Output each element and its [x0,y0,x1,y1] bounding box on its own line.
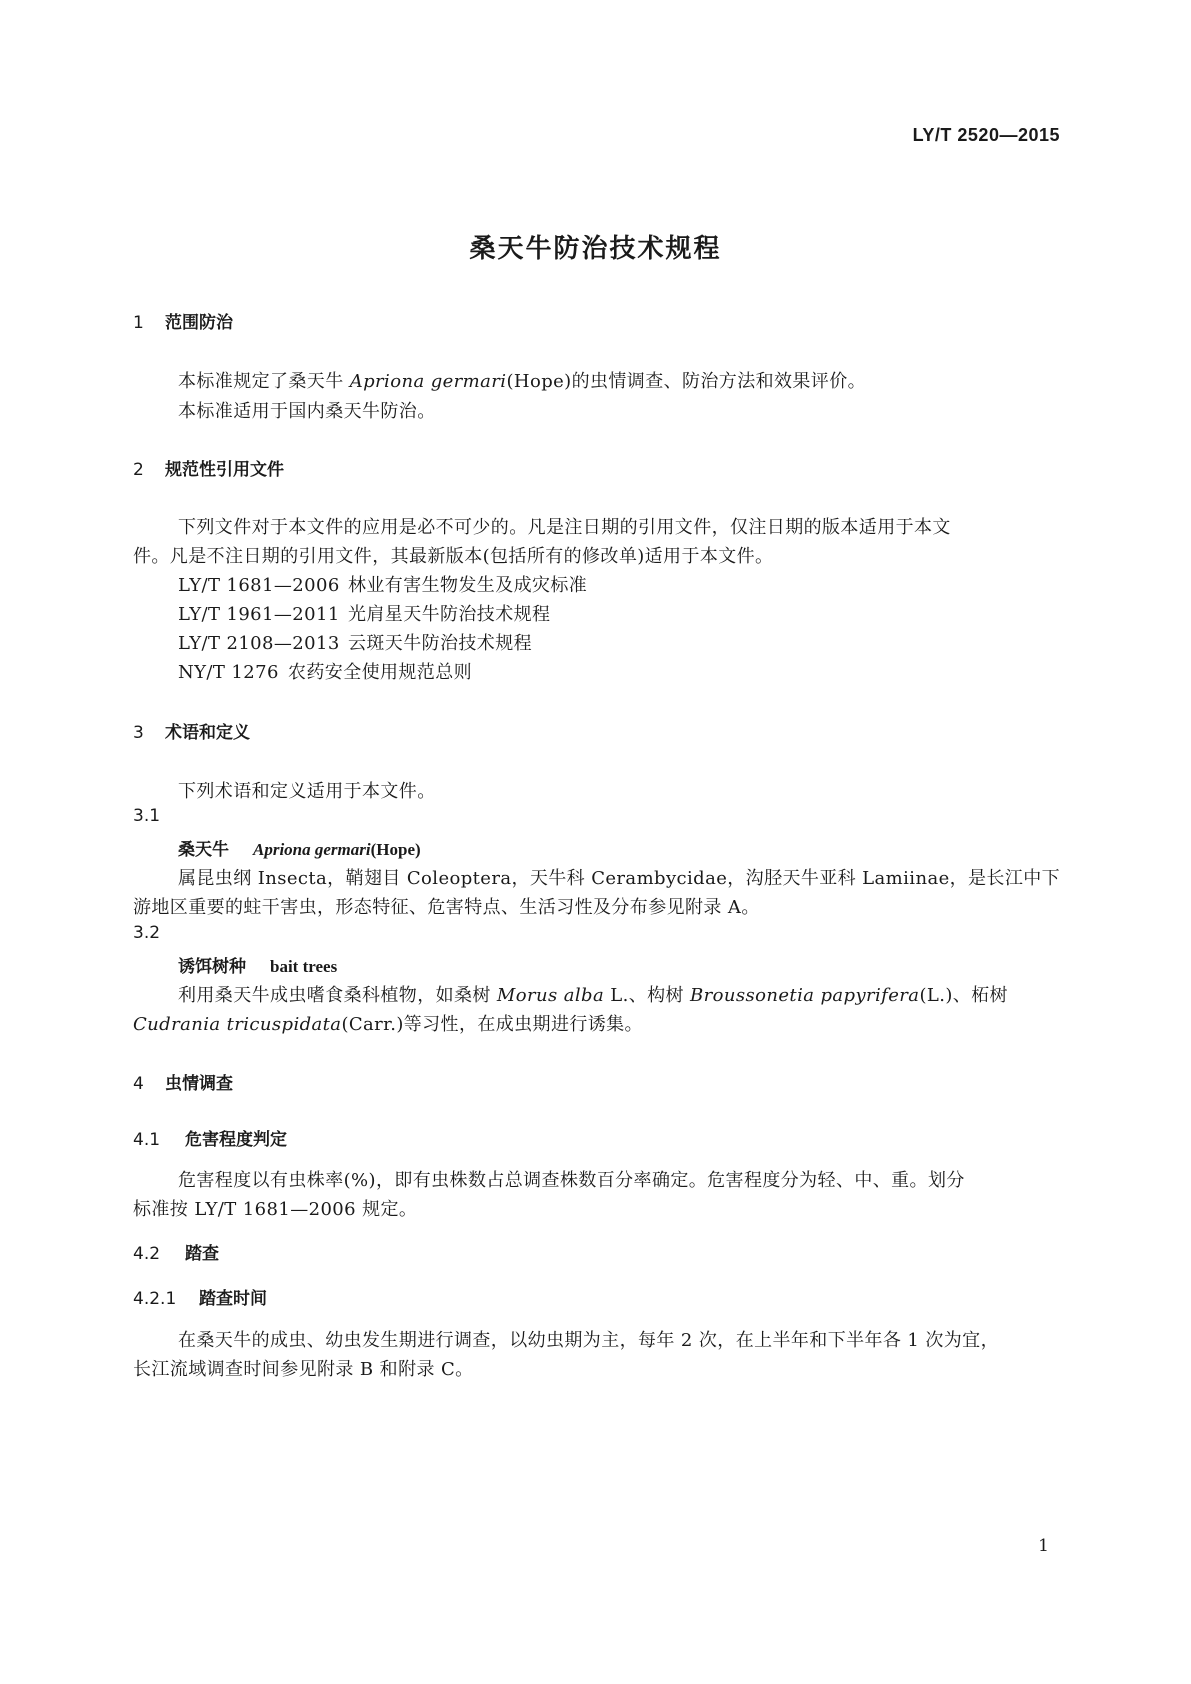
term-chinese: 诱饵树种 [178,957,246,977]
section-2-heading [133,455,284,480]
subsection-4-2-heading [133,1239,219,1264]
section-number: 1 [133,313,144,333]
subsection-title: 踏查时间 [199,1289,267,1309]
section-number: 4 [133,1074,144,1094]
subsection-4-1-line-2: 标准按 LY/T 1681—2006 规定。 [133,1199,418,1220]
section-1-heading [133,308,233,333]
section-number: 2 [133,460,144,480]
term-number: 3.1 [133,806,161,826]
section-title: 术语和定义 [165,723,250,743]
subsection-4-2-1-line-1: 在桑天牛的成虫、幼虫发生期进行调查，以幼虫期为主，每年 2 次，在上半年和下半年各 1 次为宜， [178,1330,999,1351]
subsection-4-1-heading [133,1125,287,1150]
reference-item [178,658,472,684]
reference-code: LY/T 1681—2006 [178,575,340,596]
species-name: Cudrania tricuspidata [133,1014,342,1035]
reference-item [178,629,532,655]
section-3-intro: 下列术语和定义适用于本文件。 [178,781,436,802]
subsection-number: 4.2 [133,1244,161,1264]
species-name: Apriona germari [349,371,507,392]
subsection-number: 4.2.1 [133,1289,177,1309]
term-definition-line-2: Cudrania tricuspidata(Carr.)等习性，在成虫期进行诱集。 [133,1014,643,1035]
section-title: 范围防治 [165,313,233,333]
species-name: Morus alba [496,985,605,1006]
section-title: 虫情调查 [165,1074,233,1094]
term-definition-line-2: 游地区重要的蛀干害虫，形态特征、危害特点、生活习性及分布参见附录 A。 [133,897,760,918]
subsection-4-1-line-1: 危害程度以有虫株率(%)，即有虫株数占总调查株数百分率确定。危害程度分为轻、中、重。划分 [178,1170,965,1191]
section-2-paragraph-line-1: 下列文件对于本文件的应用是必不可少的。凡是注日期的引用文件，仅注日期的版本适用于本文 [178,517,951,538]
standard-code: LY/T 2520—2015 [912,125,1060,145]
term-english: bait trees [270,957,338,976]
term-definition-line-1: 利用桑天牛成虫嗜食桑科植物，如桑树 Morus alba L.、构树 Broussonetia papyrifera(L.)、柘树 [178,985,1008,1006]
reference-code: LY/T 1961—2011 [178,604,340,625]
term-number: 3.2 [133,923,161,943]
reference-title: 云斑天牛防治技术规程 [348,633,532,654]
term-definition-line-1: 属昆虫纲 Insecta，鞘翅目 Coleoptera，天牛科 Cerambycidae，沟胫天牛亚科 Lamiinae，是长江中下 [178,868,1061,889]
document-title: 桑天牛防治技术规程 [469,234,722,264]
reference-item [178,571,587,597]
term-heading [178,952,337,977]
subsection-4-2-1-line-2: 长江流域调查时间参见附录 B 和附录 C。 [133,1359,474,1380]
term-chinese: 桑天牛 [178,840,229,860]
subsection-title: 踏查 [185,1244,219,1264]
section-3-heading [133,718,250,743]
subsection-number: 4.1 [133,1130,161,1150]
subsection-4-2-1-heading [133,1284,267,1309]
section-2-paragraph-line-2: 件。凡是不注日期的引用文件，其最新版本(包括所有的修改单)适用于本文件。 [133,546,774,567]
section-number: 3 [133,723,144,743]
term-english: Apriona germari(Hope) [253,840,421,859]
reference-code: LY/T 2108—2013 [178,633,340,654]
section-1-paragraph-2: 本标准适用于国内桑天牛防治。 [178,401,436,422]
reference-item [178,600,550,626]
section-4-heading [133,1069,233,1094]
reference-title: 农药安全使用规范总则 [288,662,472,683]
page-number: 1 [1038,1536,1049,1556]
section-1-paragraph-1: 本标准规定了桑天牛 Apriona germari(Hope)的虫情调查、防治方法和效果评价。 [178,371,867,392]
reference-title: 光肩星天牛防治技术规程 [348,604,551,625]
subsection-title: 危害程度判定 [185,1130,287,1150]
reference-title: 林业有害生物发生及成灾标准 [348,575,588,596]
section-title: 规范性引用文件 [165,460,284,480]
reference-code: NY/T 1276 [178,662,279,683]
species-name: Broussonetia papyrifera [690,985,920,1006]
term-heading [178,835,421,860]
